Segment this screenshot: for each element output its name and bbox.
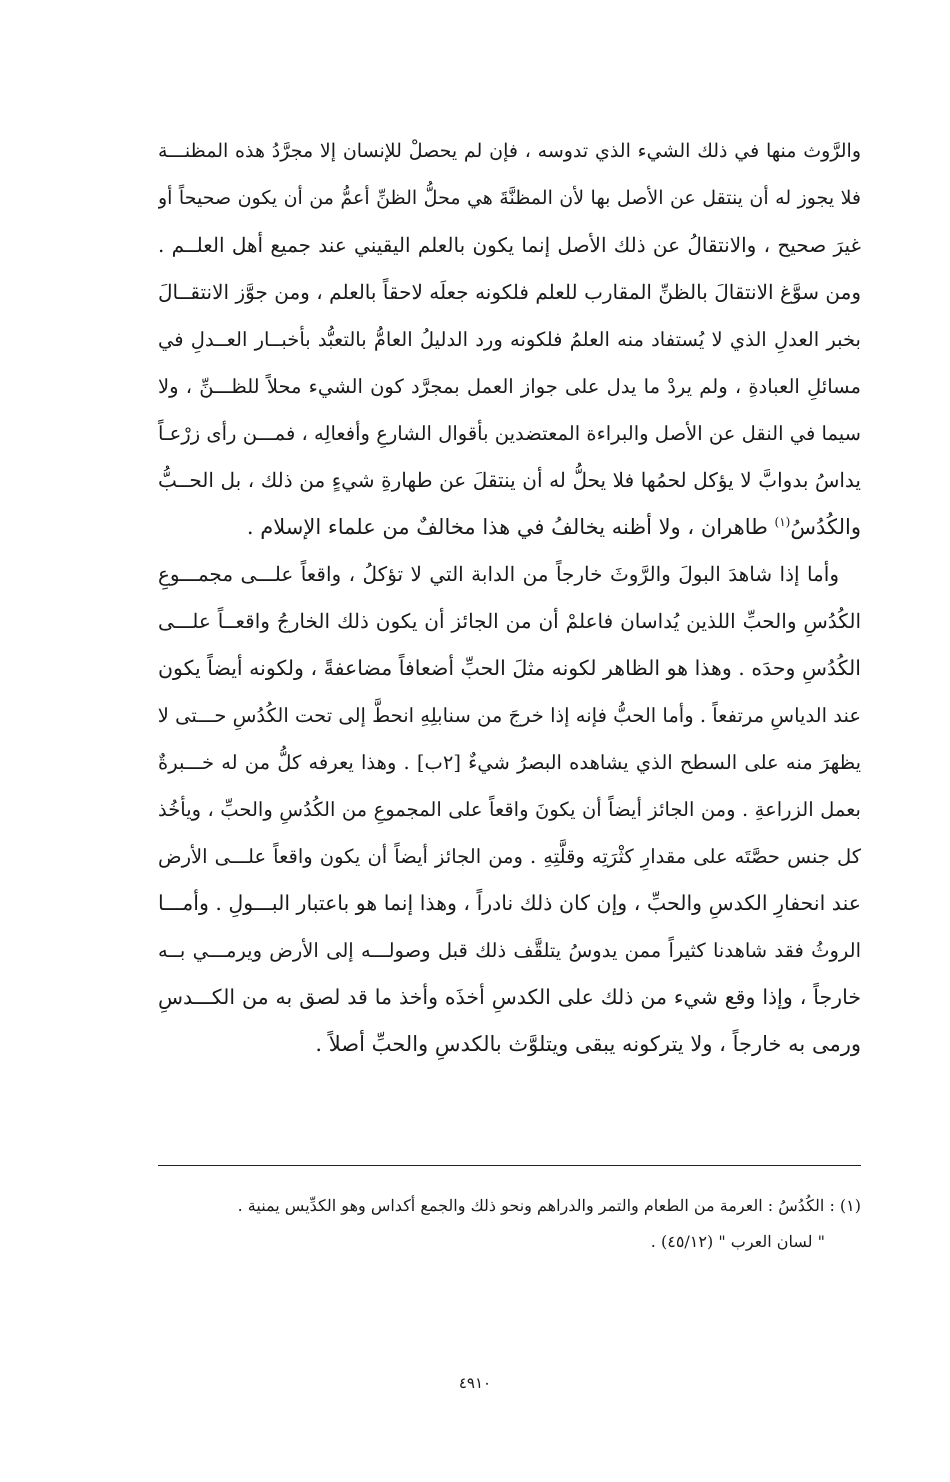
text-line: سيما في النقل عن الأصل والبراءة المعتضدين بأقوال الشارعِ وأفعالِه ، فمـــن رأى زرْعـاً <box>158 422 861 445</box>
text-line: بعمل الزراعةِ . ومن الجائز أيضاً أن يكونَ واقعاً على المجموعِ من الكُدُسِ والحبِّ ، ويأخُذ <box>158 798 861 821</box>
kudus-word: والكُدُسُ <box>790 515 861 539</box>
text-line: يظهرَ منه على السطح الذي يشاهده البصرُ شيءٌ [٢ب] . وهذا يعرفه كلُّ من له خـــبرةٌ <box>158 751 861 774</box>
text-line: ومن سوَّغ الانتقالَ بالظنِّ المقارب للعلم فلكونه جعلَه لاحقاً بالعلم ، ومن جوَّز الانتقــالَ <box>158 280 861 304</box>
text-line: عند الدياسِ مرتفعاً . وأما الحبُّ فإنه إذا خرجَ من سنابلِهِ انحطَّ إلى تحت الكُدُسِ حـــتى لا <box>158 704 861 727</box>
footnotes <box>158 1188 861 1260</box>
text-line: الكُدُسِ والحبِّ اللذين يُداسان فاعلمْ أن من الجائز أن يكون ذلك الخارجُ واقعــاً علـــى <box>158 609 861 633</box>
text-line: كل جنس حصَّتَه على مقدارِ كثْرَتِه وقلَّتِهِ . ومن الجائز أيضاً أن يكون واقعاً علـــى الأرض <box>158 845 861 868</box>
page-number: ٤٩١٠ <box>458 1374 492 1392</box>
line-rest: طاهران ، ولا أظنه يخالفُ في هذا مخالفٌ من علماء الإسلام . <box>246 515 775 539</box>
main-text <box>158 128 861 1068</box>
text-line: فلا يجوز له أن ينتقل عن الأصل بها لأن المظنَّةَ هي محلُّ الظنِّ أعمُّ من أن يكون صحيحاً أو <box>158 187 861 209</box>
text-line: الروثُ فقد شاهدنا كثيراً ممن يدوسُ يتلقَّف ذلك قبل وصولـــه إلى الأرض ويرمـــي بــه <box>158 939 861 962</box>
text-line <box>158 504 861 551</box>
text-line: مسائلِ العبادةِ ، ولم يردْ ما يدل على جواز العمل بمجرَّد كون الشيء محلاً للظـــنِّ ، ولا <box>158 375 861 398</box>
text-line: وأما إذا شاهدَ البولَ والرَّوثَ خارجاً من الدابة التي لا تؤكلُ ، واقعاً علـــى مجمـــوعِ <box>158 562 839 586</box>
text-line: الكُدُسِ وحدَه . وهذا هو الظاهر لكونه مثلَ الحبِّ أضعافاً مضاعفةً ، ولكونه أيضاً يكون <box>158 656 861 680</box>
footnote-line: " لسان العرب " (٤٥/١٢) . <box>650 1232 825 1251</box>
footnote-marker: (١) <box>774 515 791 529</box>
footnote-line: (١) : الكُدُسُ : العرمة من الطعام والتمر والدراهم ونحو ذلك والجمع أكداس وهو الكدِّيس يمنية . <box>237 1196 861 1215</box>
text-line: ورمى به خارجاً ، ولا يتركونه يبقى ويتلوَّث بالكدسِ والحبِّ أصلاً . <box>315 1032 861 1056</box>
text-line: خارجاً ، وإذا وقع شيء من ذلك على الكدسِ أخذَه وأخذ ما قد لصق به من الكـــدسِ <box>158 985 861 1009</box>
text-line: بخبر العدلِ الذي لا يُستفاد منه العلمُ فلكونه ورد الدليلُ العامُّ بالتعبُّد بأخبــار العــدلِ في <box>158 328 861 351</box>
text-line: والرَّوث منها في ذلك الشيء الذي تدوسه ، فإن لم يحصلْ للإنسان إلا مجرَّدُ هذه المظنـــة <box>158 140 861 162</box>
footnote-separator <box>158 1165 861 1166</box>
text-line: يداسُ بدوابَّ لا يؤكل لحمُها فلا يحلُّ له أن ينتقلَ عن طهارةِ شيءٍ من ذلك ، بل الحــبُّ <box>158 468 861 492</box>
text-line: عند انحفارِ الكدسِ والحبِّ ، وإن كان ذلك نادراً ، وهذا إنما هو باعتبار البـــولِ . وأمـــا <box>158 891 861 915</box>
text-line: غيرَ صحيح ، والانتقالُ عن ذلك الأصل إنما يكون بالعلم اليقيني عند جميع أهل العلــم . <box>158 233 861 257</box>
